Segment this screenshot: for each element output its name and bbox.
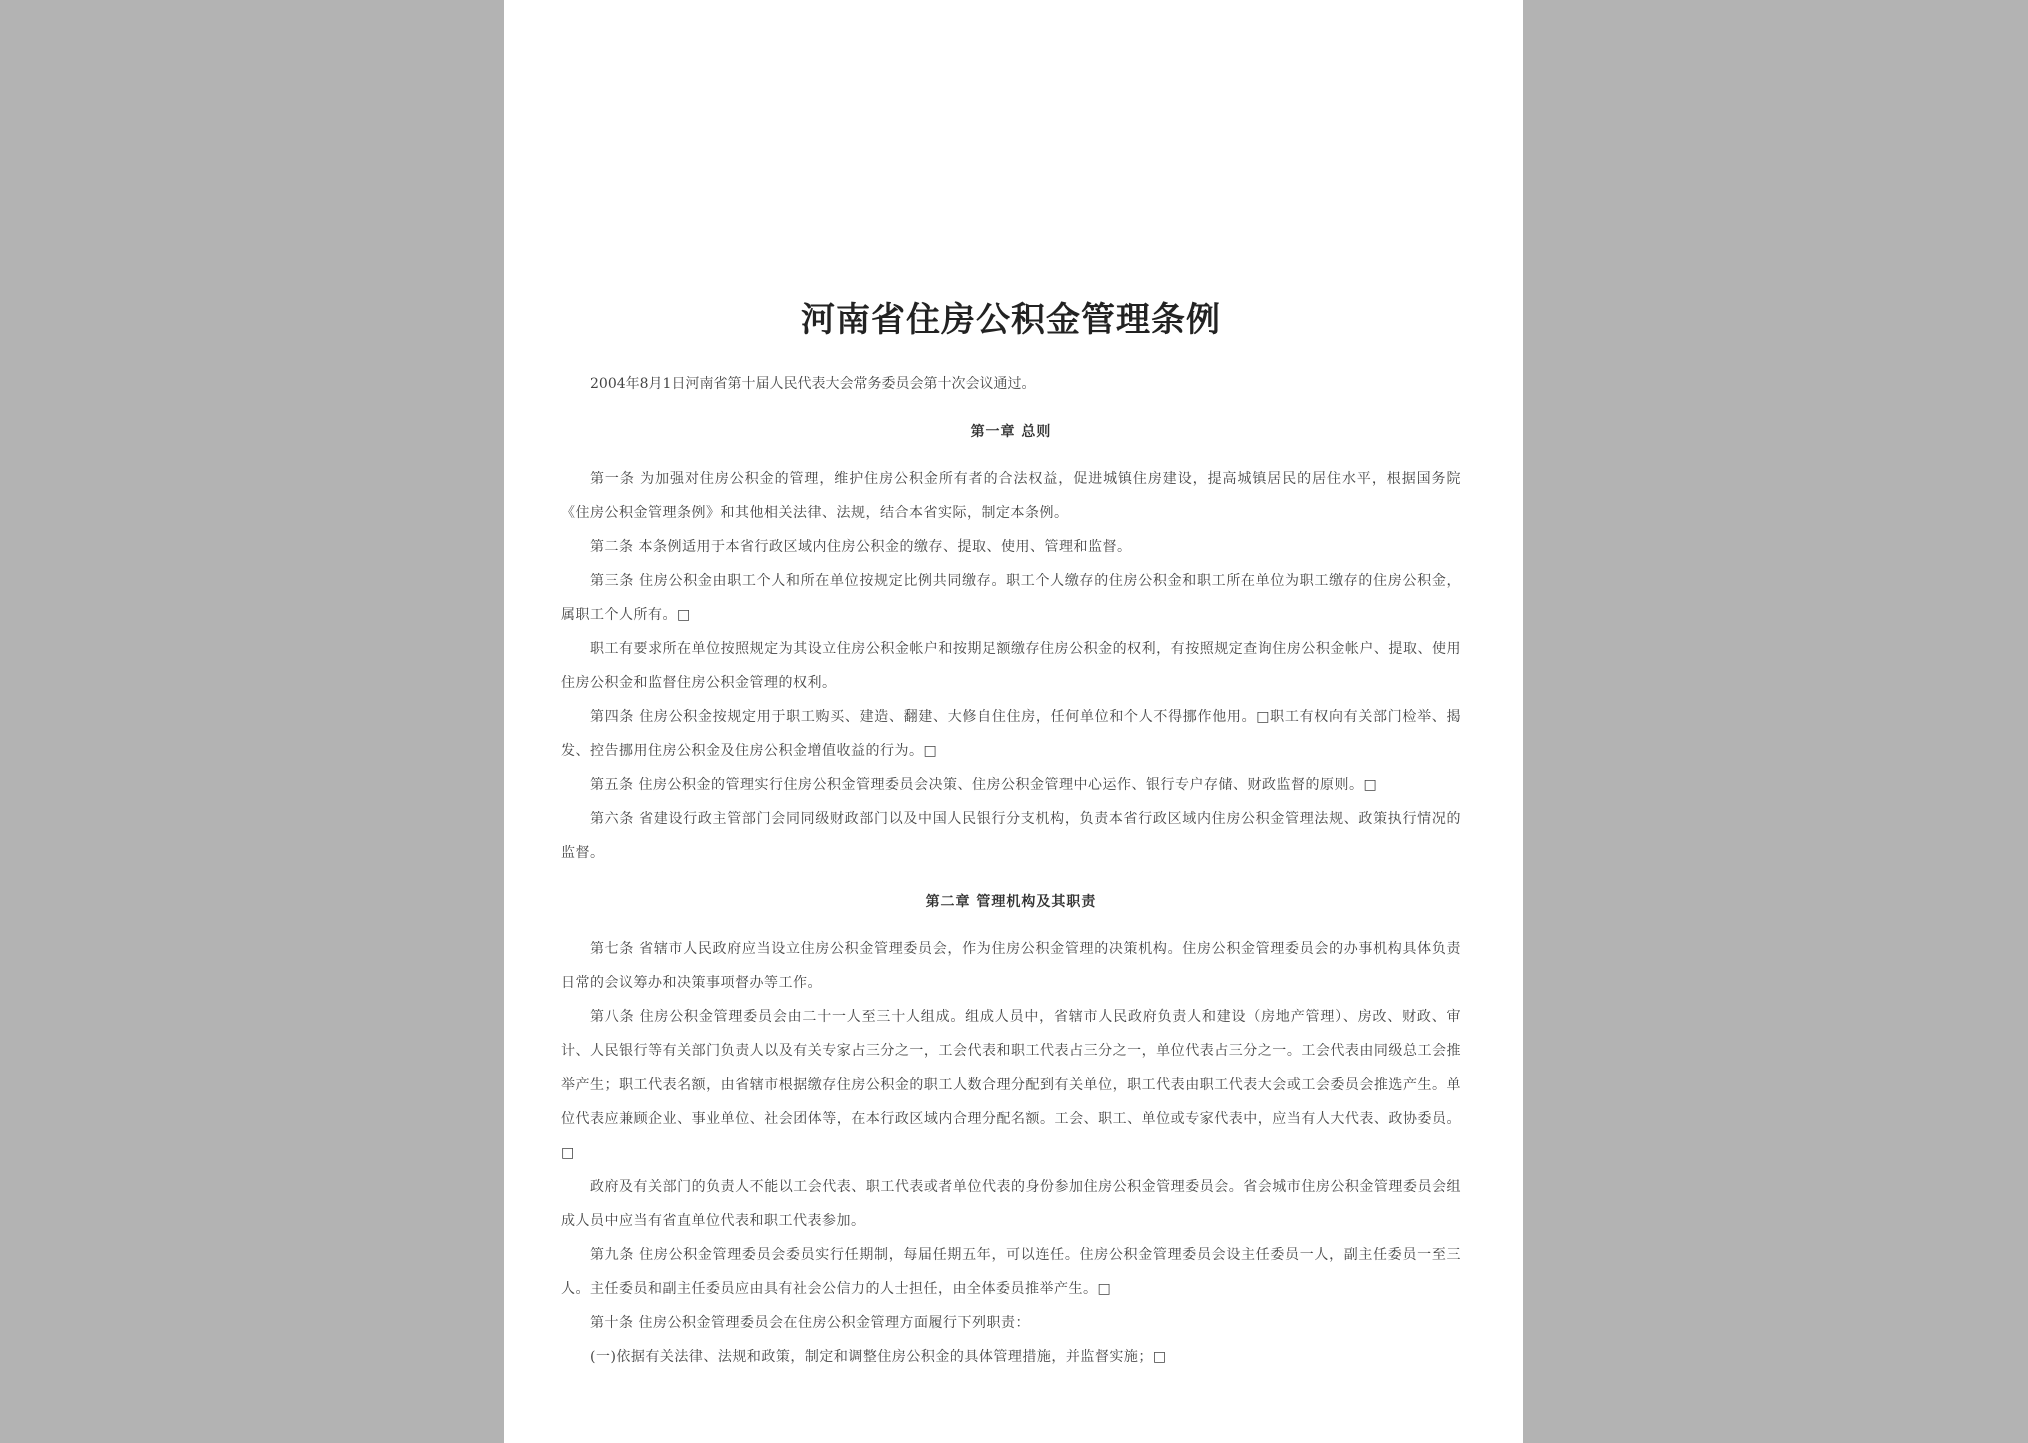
article-10-item-1: (一)依据有关法律、法规和政策，制定和调整住房公积金的具体管理措施，并监督实施；□ (590, 1349, 1167, 1365)
article-3-clause-2: 职工有要求所在单位按照规定为其设立住房公积金帐户和按期足额缴存住房公积金的权利，有按照规定查询住房公积金帐户、提取、使用住房公积金和监督住房公积金管理的权利。 (561, 641, 1461, 691)
chapter-1-body (561, 462, 1461, 870)
article-2: 第二条 本条例适用于本省行政区域内住房公积金的缴存、提取、使用、管理和监督。 (590, 539, 1132, 555)
chapter-2-body (561, 932, 1461, 1374)
article-1: 第一条 为加强对住房公积金的管理，维护住房公积金所有者的合法权益，促进城镇住房建设，提高城镇居民的居住水平，根据国务院《住房公积金管理条例》和其他相关法律、法规，结合本省实际，制定本条例。 (561, 471, 1461, 521)
article-5: 第五条 住房公积金的管理实行住房公积金管理委员会决策、住房公积金管理中心运作、银行专户存储、财政监督的原则。□ (590, 777, 1378, 793)
article-9: 第九条 住房公积金管理委员会委员实行任期制，每届任期五年，可以连任。住房公积金管理委员会设主任委员一人，副主任委员一至三人。主任委员和副主任委员应由具有社会公信力的人士担任，由全体委员推举产生。□ (561, 1247, 1461, 1297)
article-4: 第四条 住房公积金按规定用于职工购买、建造、翻建、大修自住住房，任何单位和个人不得挪作他用。□职工有权向有关部门检举、揭发、控告挪用住房公积金及住房公积金增值收益的行为。□ (561, 709, 1461, 759)
article-6: 第六条 省建设行政主管部门会同同级财政部门以及中国人民银行分支机构，负责本省行政区域内住房公积金管理法规、政策执行情况的监督。 (561, 811, 1461, 861)
adoption-note: 2004年8月1日河南省第十届人民代表大会常务委员会第十次会议通过。 (590, 376, 1036, 392)
article-8: 第八条 住房公积金管理委员会由二十一人至三十人组成。组成人员中，省辖市人民政府负责人和建设（房地产管理）、房改、财政、审计、人民银行等有关部门负责人以及有关专家占三分之一，工会代表和职工代表占三分之一，单位代表占三分之一。工会代表由同级总工会推举产生；职工代表名额，由省辖市根据缴存住房公积金的职工人数合理分配到有关单位，职工代表由职工代表大会或工会委员会推选产生。单位代表应兼顾企业、事业单位、社会团体等，在本行政区域内合理分配名额。工会、职工、单位或专家代表中，应当有人大代表、政协委员。□ (561, 1009, 1461, 1161)
document-title: 河南省住房公积金管理条例 (801, 300, 1221, 340)
article-8-clause-2: 政府及有关部门的负责人不能以工会代表、职工代表或者单位代表的身份参加住房公积金管理委员会。省会城市住房公积金管理委员会组成人员中应当有省直单位代表和职工代表参加。 (561, 1179, 1461, 1229)
article-10: 第十条 住房公积金管理委员会在住房公积金管理方面履行下列职责： (590, 1315, 1030, 1331)
article-3: 第三条 住房公积金由职工个人和所在单位按规定比例共同缴存。职工个人缴存的住房公积金和职工所在单位为职工缴存的住房公积金，属职工个人所有。□ (561, 573, 1461, 623)
chapter-2-heading: 第二章 管理机构及其职责 (925, 894, 1097, 910)
chapter-1-heading: 第一章 总则 (970, 424, 1052, 440)
document-page (504, 0, 1523, 1443)
article-7: 第七条 省辖市人民政府应当设立住房公积金管理委员会，作为住房公积金管理的决策机构。住房公积金管理委员会的办事机构具体负责日常的会议筹办和决策事项督办等工作。 (561, 941, 1461, 991)
